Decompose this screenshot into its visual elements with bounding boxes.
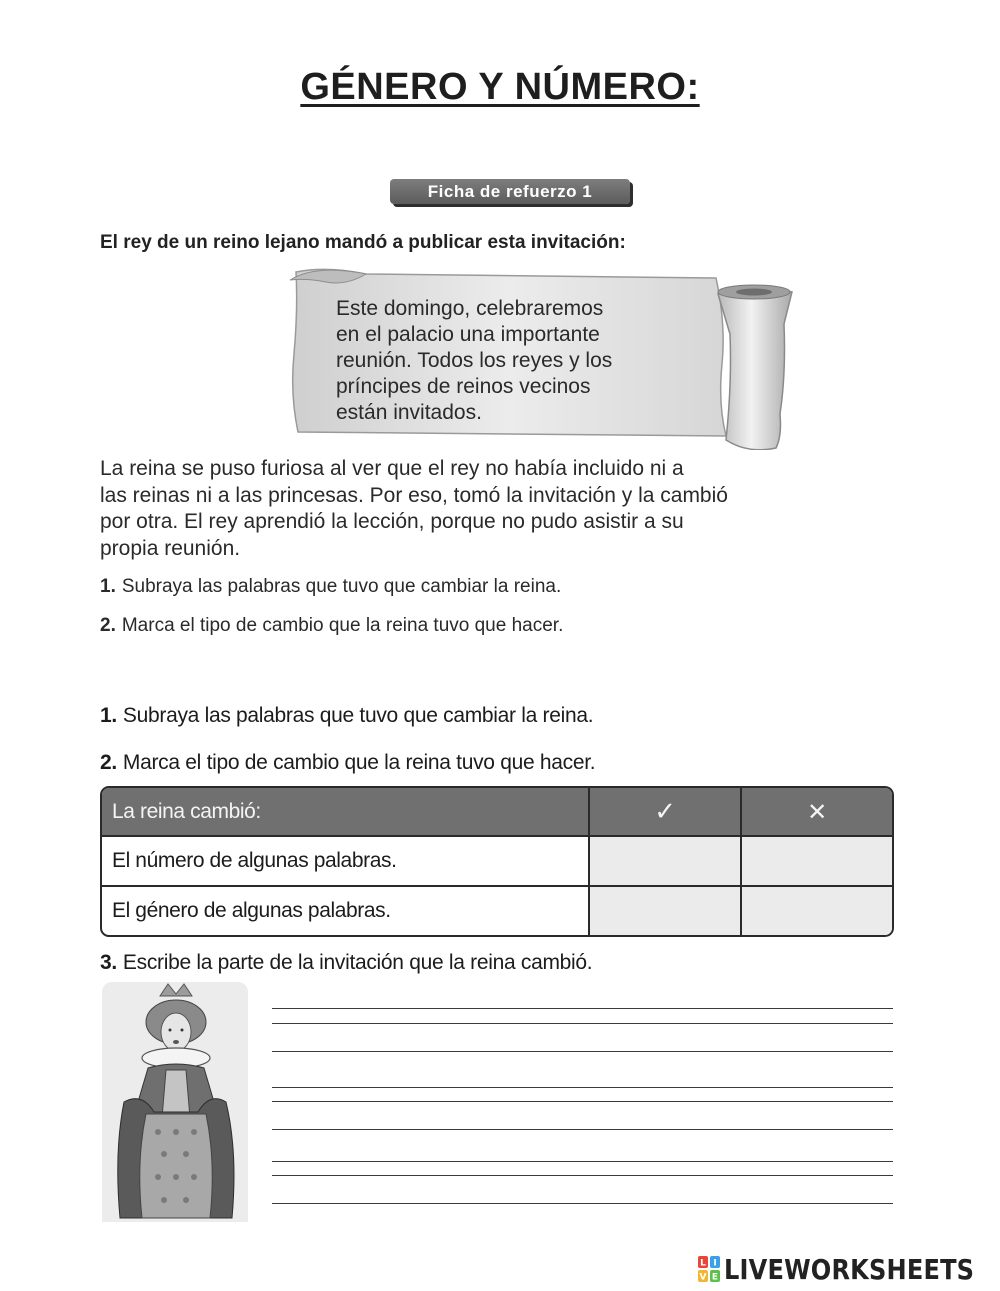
question-text: Subraya las palabras que tuvo que cambiar la reina. [121,576,562,597]
answer-line[interactable] [272,1161,893,1162]
question-text: Escribe la parte de la invitación que la reina cambió. [122,951,593,974]
queen-illustration [102,982,248,1222]
table-row [102,887,892,935]
question-text: Marca el tipo de cambio que la reina tuvo que hacer. [121,615,564,636]
answer-line[interactable] [272,1023,893,1024]
answer-line[interactable] [272,1101,893,1102]
question-2 [100,751,595,775]
logo-icon [698,1256,720,1282]
cross-column-header [740,788,892,837]
question-number: 2. [100,615,116,636]
story-line: por otra. El rey aprendió la lección, porque no pudo asistir a su [100,510,684,533]
intro-text: El rey de un reino lejano mandó a publicar esta invitación: [100,232,626,253]
invitation-line: están invitados. [336,401,482,424]
page-title: GÉNERO Y NÚMERO: [300,66,700,108]
worksheet-badge: Ficha de refuerzo 1 [390,179,630,204]
question-1 [100,704,593,728]
question-text: Subraya las palabras que tuvo que cambiar la reina. [122,704,594,727]
svg-text:L: L [700,1258,706,1269]
question-2-small [100,615,563,637]
svg-text:I: I [713,1258,717,1269]
story-line: propia reunión. [100,536,241,560]
question-text: Marca el tipo de cambio que la reina tuvo que hacer. [122,751,596,774]
row-label-number: El número de algunas palabras. [102,837,588,887]
invitation-line: en el palacio una importante [336,323,600,346]
table-row [102,837,892,887]
check-column-header [588,788,740,837]
logo-text: LIVEWORKSHEETS [724,1252,975,1286]
question-number: 2. [100,751,117,774]
story-line: La reina se puso furiosa al ver que el rey no había incluido ni a [100,457,684,480]
invitation-text [336,296,726,426]
svg-text:V: V [699,1272,707,1282]
number-check-cell[interactable] [588,837,740,887]
invitation-line: Este domingo, celebraremos [336,297,604,320]
gender-check-cell[interactable] [588,887,740,935]
cross-icon: ✕ [807,797,827,826]
invitation-line: príncipes de reinos vecinos [336,375,591,398]
queen-icon [102,982,248,1222]
question-1-small [100,576,561,598]
row-label-gender: El género de algunas palabras. [112,899,391,922]
question-number: 3. [100,951,117,974]
check-icon: ✓ [654,796,676,827]
liveworksheets-logo [698,1252,1000,1286]
invitation-line: reunión. Todos los reyes y los [336,349,613,372]
answer-line[interactable] [272,1008,893,1009]
story-line: las reinas ni a las princesas. Por eso, tomó la invitación y la cambió [100,483,728,507]
question-3 [100,951,592,975]
story-paragraph [100,456,920,562]
answer-line[interactable] [272,1087,893,1088]
svg-text:E: E [711,1272,719,1282]
answer-line[interactable] [272,1129,893,1130]
gender-cross-cell[interactable] [740,887,892,935]
change-type-table [100,786,894,937]
answer-line[interactable] [272,1203,893,1204]
question-number: 1. [100,704,117,727]
question-number: 1. [100,576,116,597]
answer-line[interactable] [272,1175,893,1176]
number-cross-cell[interactable] [740,837,892,887]
answer-line[interactable] [272,1051,893,1052]
table-header-label: La reina cambió: [102,788,588,837]
